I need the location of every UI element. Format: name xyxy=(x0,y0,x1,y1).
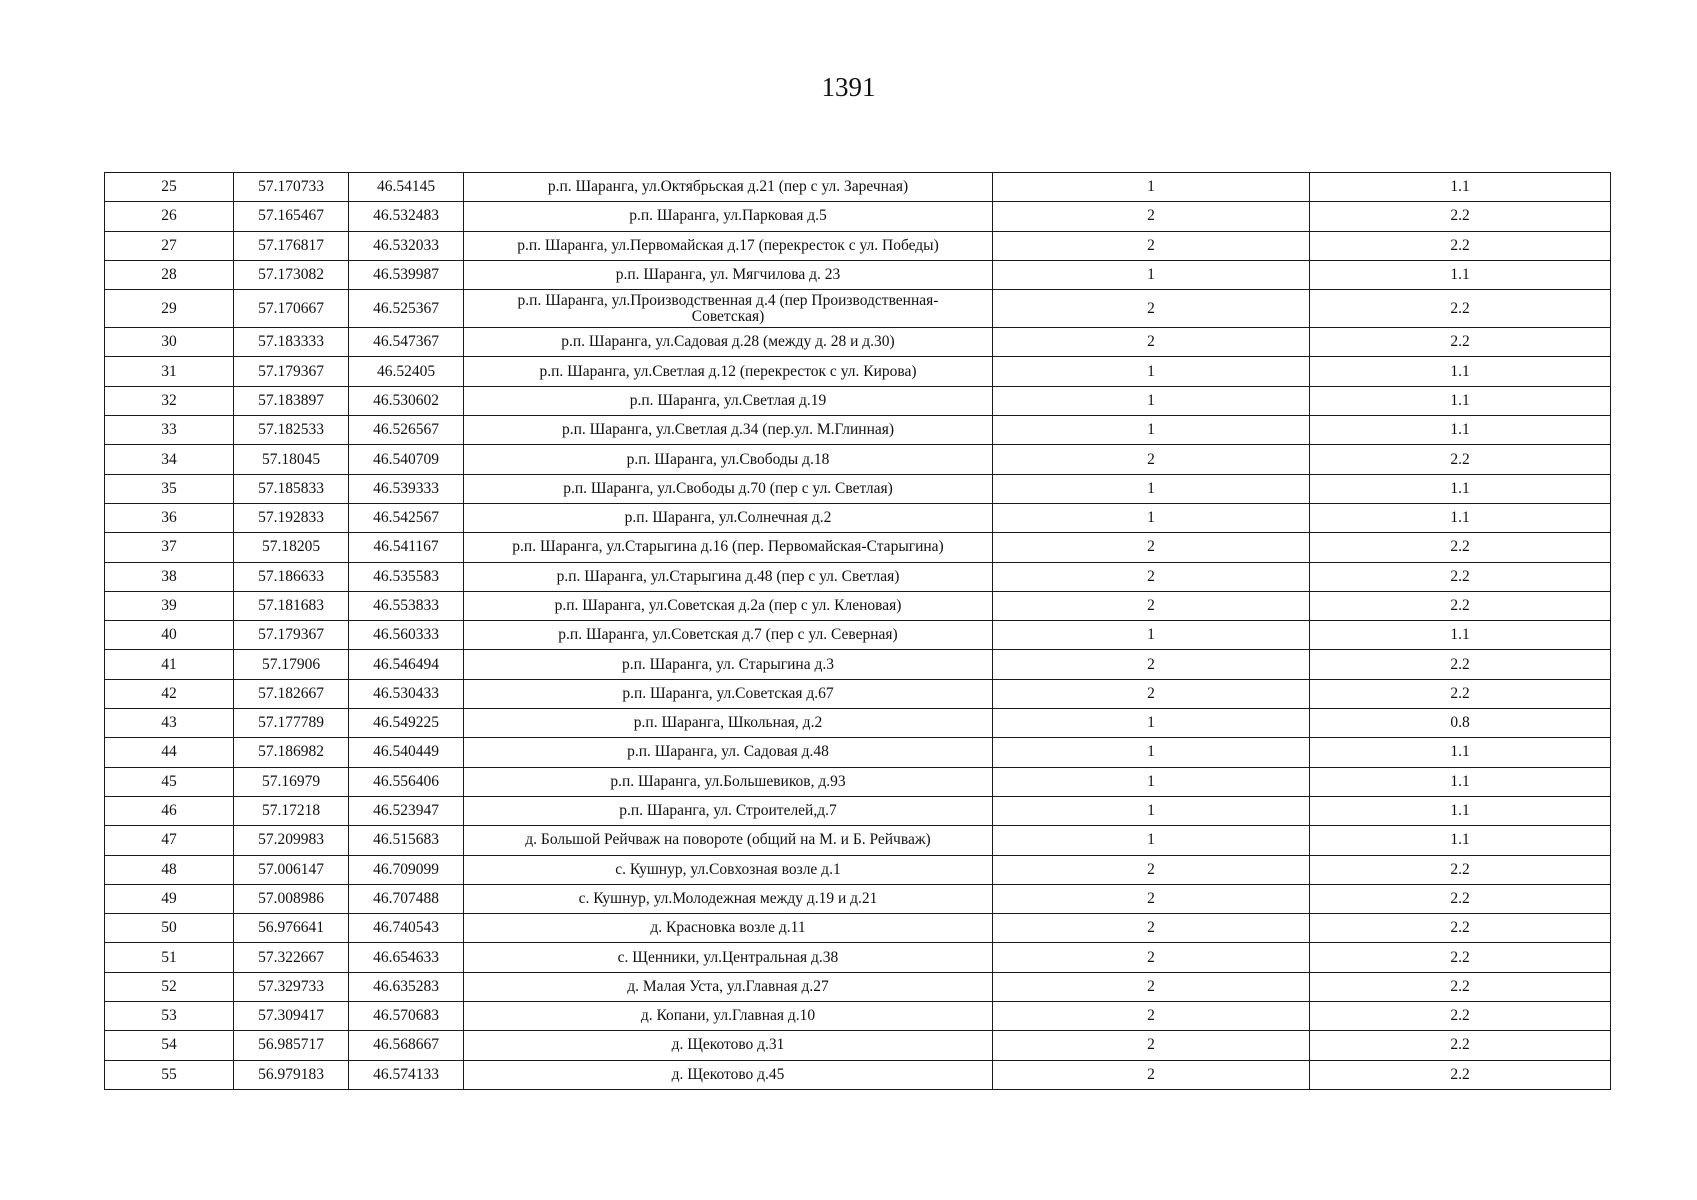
cell-row-number: 27 xyxy=(105,231,234,260)
cell-latitude: 57.17906 xyxy=(234,650,349,679)
cell-container-count: 1 xyxy=(993,260,1310,289)
cell-container-count: 2 xyxy=(993,533,1310,562)
cell-latitude: 56.985717 xyxy=(234,1031,349,1060)
cell-address: д. Копани, ул.Главная д.10 xyxy=(464,1002,993,1031)
table-row xyxy=(105,1060,1611,1089)
table-row xyxy=(105,650,1611,679)
cell-longitude: 46.52405 xyxy=(349,357,464,386)
table-row xyxy=(105,231,1611,260)
cell-address: с. Кушнур, ул.Молодежная между д.19 и д.21 xyxy=(464,884,993,913)
cell-row-number: 36 xyxy=(105,503,234,532)
cell-volume: 2.2 xyxy=(1310,943,1611,972)
cell-latitude: 57.176817 xyxy=(234,231,349,260)
cell-longitude: 46.740543 xyxy=(349,914,464,943)
cell-container-count: 1 xyxy=(993,796,1310,825)
cell-latitude: 57.177789 xyxy=(234,709,349,738)
cell-container-count: 1 xyxy=(993,709,1310,738)
cell-container-count: 2 xyxy=(993,231,1310,260)
cell-address: р.п. Шаранга, ул.Садовая д.28 (между д. 28 и д.30) xyxy=(464,328,993,357)
cell-latitude: 57.309417 xyxy=(234,1002,349,1031)
table-row xyxy=(105,826,1611,855)
table-row xyxy=(105,328,1611,357)
cell-address: р.п. Шаранга, ул.Солнечная д.2 xyxy=(464,503,993,532)
table-row xyxy=(105,767,1611,796)
cell-latitude: 57.185833 xyxy=(234,474,349,503)
cell-address: р.п. Шаранга, ул.Светлая д.34 (пер.ул. М.Глинная) xyxy=(464,416,993,445)
cell-container-count: 1 xyxy=(993,416,1310,445)
cell-volume: 2.2 xyxy=(1310,855,1611,884)
cell-row-number: 42 xyxy=(105,679,234,708)
cell-volume: 2.2 xyxy=(1310,650,1611,679)
cell-volume: 2.2 xyxy=(1310,445,1611,474)
cell-container-count: 1 xyxy=(993,386,1310,415)
cell-longitude: 46.635283 xyxy=(349,972,464,1001)
cell-latitude: 56.979183 xyxy=(234,1060,349,1089)
cell-address: д. Щекотово д.31 xyxy=(464,1031,993,1060)
table-row xyxy=(105,591,1611,620)
cell-latitude: 57.186982 xyxy=(234,738,349,767)
table-row xyxy=(105,357,1611,386)
cell-address: р.п. Шаранга, ул. Строителей,д.7 xyxy=(464,796,993,825)
cell-volume: 2.2 xyxy=(1310,231,1611,260)
cell-row-number: 25 xyxy=(105,173,234,202)
cell-address: р.п. Шаранга, ул.Свободы д.18 xyxy=(464,445,993,474)
cell-row-number: 31 xyxy=(105,357,234,386)
table-row xyxy=(105,884,1611,913)
table-row xyxy=(105,416,1611,445)
cell-longitude: 46.541167 xyxy=(349,533,464,562)
cell-address: с. Щенники, ул.Центральная д.38 xyxy=(464,943,993,972)
table-row xyxy=(105,202,1611,231)
cell-container-count: 2 xyxy=(993,591,1310,620)
cell-longitude: 46.54145 xyxy=(349,173,464,202)
cell-row-number: 32 xyxy=(105,386,234,415)
cell-row-number: 46 xyxy=(105,796,234,825)
page-number: 1391 xyxy=(821,72,876,102)
cell-container-count: 2 xyxy=(993,290,1310,328)
cell-latitude: 57.329733 xyxy=(234,972,349,1001)
cell-row-number: 55 xyxy=(105,1060,234,1089)
cell-volume: 2.2 xyxy=(1310,533,1611,562)
cell-address: р.п. Шаранга, ул.Октябрьская д.21 (пер с ул. Заречная) xyxy=(464,173,993,202)
cell-address: р.п. Шаранга, ул.Советская д.7 (пер с ул. Северная) xyxy=(464,621,993,650)
cell-row-number: 34 xyxy=(105,445,234,474)
container-sites-table xyxy=(104,172,1611,1090)
cell-row-number: 48 xyxy=(105,855,234,884)
table-row xyxy=(105,503,1611,532)
cell-longitude: 46.574133 xyxy=(349,1060,464,1089)
table-row xyxy=(105,679,1611,708)
cell-volume: 1.1 xyxy=(1310,621,1611,650)
cell-latitude: 57.18205 xyxy=(234,533,349,562)
cell-address: р.п. Шаранга, ул.Старыгина д.16 (пер. Первомайская-Старыгина) xyxy=(464,533,993,562)
cell-row-number: 33 xyxy=(105,416,234,445)
cell-container-count: 2 xyxy=(993,562,1310,591)
table-row xyxy=(105,533,1611,562)
cell-address: р.п. Шаранга, Школьная, д.2 xyxy=(464,709,993,738)
cell-row-number: 53 xyxy=(105,1002,234,1031)
table-row xyxy=(105,914,1611,943)
cell-volume: 2.2 xyxy=(1310,202,1611,231)
cell-address: р.п. Шаранга, ул.Парковая д.5 xyxy=(464,202,993,231)
cell-row-number: 50 xyxy=(105,914,234,943)
cell-row-number: 30 xyxy=(105,328,234,357)
cell-row-number: 44 xyxy=(105,738,234,767)
cell-address: с. Кушнур, ул.Совхозная возле д.1 xyxy=(464,855,993,884)
cell-address: р.п. Шаранга, ул.Первомайская д.17 (перекресток с ул. Победы) xyxy=(464,231,993,260)
cell-longitude: 46.515683 xyxy=(349,826,464,855)
cell-volume: 0.8 xyxy=(1310,709,1611,738)
table-row xyxy=(105,173,1611,202)
cell-container-count: 2 xyxy=(993,884,1310,913)
cell-longitude: 46.540449 xyxy=(349,738,464,767)
cell-latitude: 57.170667 xyxy=(234,290,349,328)
cell-volume: 2.2 xyxy=(1310,884,1611,913)
cell-latitude: 56.976641 xyxy=(234,914,349,943)
cell-volume: 1.1 xyxy=(1310,826,1611,855)
cell-row-number: 49 xyxy=(105,884,234,913)
cell-address: р.п. Шаранга, ул.Производственная д.4 (пер Производственная-Советская) xyxy=(464,290,993,328)
table-body xyxy=(105,173,1611,1090)
cell-latitude: 57.165467 xyxy=(234,202,349,231)
cell-volume: 1.1 xyxy=(1310,173,1611,202)
cell-address: р.п. Шаранга, ул. Старыгина д.3 xyxy=(464,650,993,679)
cell-volume: 2.2 xyxy=(1310,591,1611,620)
cell-longitude: 46.525367 xyxy=(349,290,464,328)
cell-volume: 2.2 xyxy=(1310,972,1611,1001)
cell-volume: 2.2 xyxy=(1310,562,1611,591)
table-row xyxy=(105,796,1611,825)
cell-volume: 1.1 xyxy=(1310,767,1611,796)
cell-row-number: 43 xyxy=(105,709,234,738)
cell-longitude: 46.654633 xyxy=(349,943,464,972)
table-row xyxy=(105,943,1611,972)
cell-address: р.п. Шаранга, ул.Светлая д.19 xyxy=(464,386,993,415)
cell-volume: 1.1 xyxy=(1310,357,1611,386)
cell-container-count: 1 xyxy=(993,474,1310,503)
cell-latitude: 57.181683 xyxy=(234,591,349,620)
table-row xyxy=(105,621,1611,650)
cell-container-count: 1 xyxy=(993,826,1310,855)
table-row xyxy=(105,709,1611,738)
cell-address: р.п. Шаранга, ул. Мягчилова д. 23 xyxy=(464,260,993,289)
cell-address: р.п. Шаранга, ул.Советская д.2а (пер с ул. Кленовая) xyxy=(464,591,993,620)
cell-latitude: 57.182533 xyxy=(234,416,349,445)
cell-row-number: 40 xyxy=(105,621,234,650)
cell-longitude: 46.556406 xyxy=(349,767,464,796)
cell-address: р.п. Шаранга, ул.Советская д.67 xyxy=(464,679,993,708)
table-row xyxy=(105,290,1611,328)
table-row xyxy=(105,474,1611,503)
cell-row-number: 54 xyxy=(105,1031,234,1060)
cell-row-number: 35 xyxy=(105,474,234,503)
cell-row-number: 39 xyxy=(105,591,234,620)
cell-volume: 1.1 xyxy=(1310,474,1611,503)
cell-longitude: 46.542567 xyxy=(349,503,464,532)
cell-row-number: 28 xyxy=(105,260,234,289)
cell-longitude: 46.547367 xyxy=(349,328,464,357)
cell-volume: 2.2 xyxy=(1310,1060,1611,1089)
cell-container-count: 2 xyxy=(993,1002,1310,1031)
cell-row-number: 41 xyxy=(105,650,234,679)
cell-latitude: 57.17218 xyxy=(234,796,349,825)
cell-latitude: 57.16979 xyxy=(234,767,349,796)
cell-container-count: 2 xyxy=(993,943,1310,972)
cell-row-number: 45 xyxy=(105,767,234,796)
table-row xyxy=(105,562,1611,591)
cell-row-number: 51 xyxy=(105,943,234,972)
cell-container-count: 2 xyxy=(993,679,1310,708)
table-row xyxy=(105,855,1611,884)
cell-volume: 2.2 xyxy=(1310,1031,1611,1060)
cell-latitude: 57.006147 xyxy=(234,855,349,884)
cell-latitude: 57.186633 xyxy=(234,562,349,591)
cell-row-number: 38 xyxy=(105,562,234,591)
cell-latitude: 57.170733 xyxy=(234,173,349,202)
cell-longitude: 46.530433 xyxy=(349,679,464,708)
cell-address: р.п. Шаранга, ул.Старыгина д.48 (пер с ул. Светлая) xyxy=(464,562,993,591)
cell-longitude: 46.532483 xyxy=(349,202,464,231)
cell-address: д. Красновка возле д.11 xyxy=(464,914,993,943)
cell-latitude: 57.18045 xyxy=(234,445,349,474)
cell-container-count: 1 xyxy=(993,738,1310,767)
cell-container-count: 2 xyxy=(993,972,1310,1001)
cell-latitude: 57.179367 xyxy=(234,621,349,650)
cell-volume: 2.2 xyxy=(1310,914,1611,943)
cell-longitude: 46.540709 xyxy=(349,445,464,474)
cell-longitude: 46.523947 xyxy=(349,796,464,825)
cell-volume: 2.2 xyxy=(1310,679,1611,708)
cell-row-number: 37 xyxy=(105,533,234,562)
cell-longitude: 46.539333 xyxy=(349,474,464,503)
table-row xyxy=(105,386,1611,415)
cell-latitude: 57.179367 xyxy=(234,357,349,386)
cell-longitude: 46.549225 xyxy=(349,709,464,738)
table-row xyxy=(105,738,1611,767)
cell-longitude: 46.568667 xyxy=(349,1031,464,1060)
cell-container-count: 1 xyxy=(993,767,1310,796)
cell-latitude: 57.192833 xyxy=(234,503,349,532)
table-row xyxy=(105,972,1611,1001)
cell-longitude: 46.535583 xyxy=(349,562,464,591)
cell-longitude: 46.530602 xyxy=(349,386,464,415)
cell-address: р.п. Шаранга, ул.Свободы д.70 (пер с ул. Светлая) xyxy=(464,474,993,503)
cell-longitude: 46.553833 xyxy=(349,591,464,620)
cell-volume: 2.2 xyxy=(1310,1002,1611,1031)
cell-container-count: 1 xyxy=(993,621,1310,650)
table-row xyxy=(105,1031,1611,1060)
cell-row-number: 52 xyxy=(105,972,234,1001)
cell-address: д. Щекотово д.45 xyxy=(464,1060,993,1089)
cell-row-number: 47 xyxy=(105,826,234,855)
table-row xyxy=(105,260,1611,289)
cell-longitude: 46.546494 xyxy=(349,650,464,679)
cell-address: р.п. Шаранга, ул.Большевиков, д.93 xyxy=(464,767,993,796)
cell-latitude: 57.173082 xyxy=(234,260,349,289)
cell-container-count: 2 xyxy=(993,1060,1310,1089)
cell-longitude: 46.532033 xyxy=(349,231,464,260)
cell-address: д. Малая Уста, ул.Главная д.27 xyxy=(464,972,993,1001)
cell-volume: 1.1 xyxy=(1310,416,1611,445)
cell-address: р.п. Шаранга, ул. Садовая д.48 xyxy=(464,738,993,767)
cell-latitude: 57.322667 xyxy=(234,943,349,972)
cell-latitude: 57.209983 xyxy=(234,826,349,855)
cell-address: р.п. Шаранга, ул.Светлая д.12 (перекресток с ул. Кирова) xyxy=(464,357,993,386)
cell-longitude: 46.707488 xyxy=(349,884,464,913)
cell-longitude: 46.539987 xyxy=(349,260,464,289)
cell-volume: 1.1 xyxy=(1310,796,1611,825)
cell-volume: 1.1 xyxy=(1310,386,1611,415)
cell-latitude: 57.183897 xyxy=(234,386,349,415)
cell-container-count: 2 xyxy=(993,202,1310,231)
cell-container-count: 2 xyxy=(993,855,1310,884)
cell-longitude: 46.560333 xyxy=(349,621,464,650)
table-row xyxy=(105,1002,1611,1031)
cell-container-count: 2 xyxy=(993,914,1310,943)
cell-row-number: 29 xyxy=(105,290,234,328)
cell-container-count: 1 xyxy=(993,173,1310,202)
cell-container-count: 2 xyxy=(993,1031,1310,1060)
cell-volume: 1.1 xyxy=(1310,738,1611,767)
cell-longitude: 46.570683 xyxy=(349,1002,464,1031)
cell-volume: 2.2 xyxy=(1310,290,1611,328)
cell-volume: 2.2 xyxy=(1310,328,1611,357)
cell-longitude: 46.526567 xyxy=(349,416,464,445)
cell-latitude: 57.183333 xyxy=(234,328,349,357)
table-row xyxy=(105,445,1611,474)
cell-latitude: 57.182667 xyxy=(234,679,349,708)
cell-container-count: 2 xyxy=(993,445,1310,474)
cell-volume: 1.1 xyxy=(1310,260,1611,289)
cell-latitude: 57.008986 xyxy=(234,884,349,913)
cell-container-count: 2 xyxy=(993,650,1310,679)
cell-container-count: 2 xyxy=(993,328,1310,357)
cell-container-count: 1 xyxy=(993,357,1310,386)
cell-longitude: 46.709099 xyxy=(349,855,464,884)
cell-container-count: 1 xyxy=(993,503,1310,532)
cell-row-number: 26 xyxy=(105,202,234,231)
cell-address: д. Большой Рейчваж на повороте (общий на М. и Б. Рейчваж) xyxy=(464,826,993,855)
cell-volume: 1.1 xyxy=(1310,503,1611,532)
